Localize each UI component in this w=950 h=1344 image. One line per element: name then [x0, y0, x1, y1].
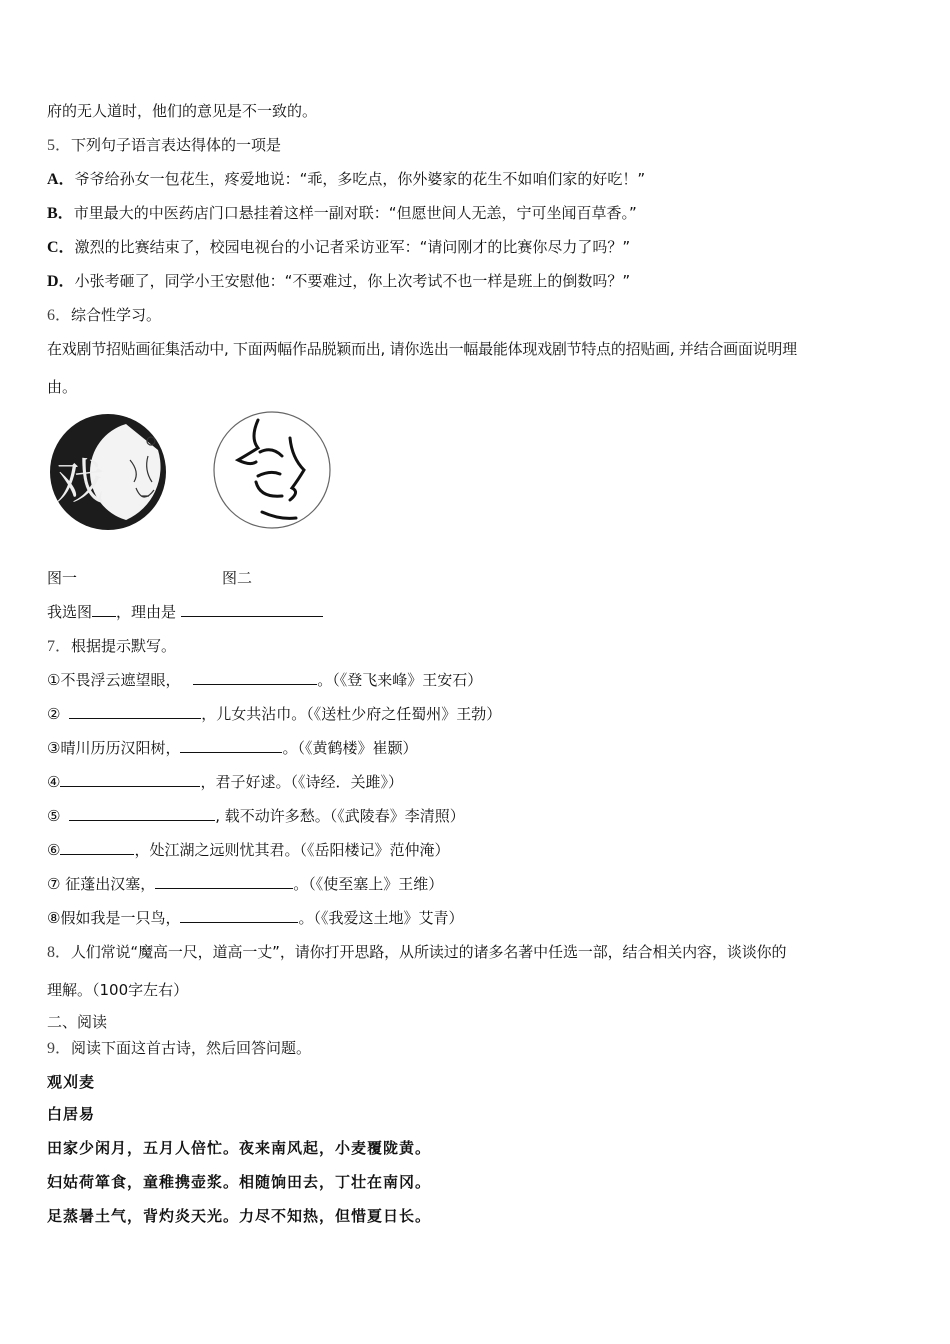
item-after: ，处江湖之远则忧其君。（《岳阳楼记》范仲淹）: [134, 841, 450, 859]
item-mark: ④: [47, 773, 61, 791]
option-text: 爷爷给孙女一包花生，疼爱地说：“乖，多吃点，你外婆家的花生不如咱们家的好吃！”: [74, 170, 646, 188]
option-text: 市里最大的中医药店门口悬挂着这样一副对联：“但愿世间人无恙，宁可坐闻百草香。”: [73, 204, 637, 222]
item-mark: ⑧: [47, 909, 61, 927]
question-8: [47, 942, 786, 963]
option-d: [47, 271, 630, 292]
item-before: 征蓬出汉塞，: [65, 875, 156, 893]
poem-line: 田家少闲月，五月人倍忙。夜来南风起，小麦覆陇黄。: [47, 1139, 432, 1157]
recite-blank[interactable]: [180, 908, 298, 923]
item-after: 。（《登飞来峰》王安石）: [317, 671, 483, 689]
figure-choice-blank[interactable]: [92, 602, 116, 617]
item-before: 不畏浮云遮望眼，: [60, 671, 181, 689]
option-label: C．: [47, 239, 75, 256]
question-6-text-2: 由。: [47, 378, 78, 396]
recite-blank[interactable]: [155, 874, 293, 889]
option-text: 小张考砸了，同学小王安慰他：“不要难过，你上次考试不也一样是班上的倒数吗？”: [74, 272, 631, 290]
item-before: 晴川历历汉阳树，: [60, 739, 181, 757]
recite-item-7: [47, 874, 443, 894]
recite-item-8: [47, 908, 463, 928]
poem-title: 观刈麦: [47, 1073, 96, 1091]
item-mark: ⑥: [47, 841, 61, 859]
poem-line: 妇姑荷箪食，童稚携壶浆。相随饷田去，丁壮在南冈。: [47, 1173, 432, 1191]
question-stem: 下列句子语言表达得体的一项是: [71, 136, 282, 154]
poem-line: 足蒸暑土气，背灼炎天光。力尽不知热，但惜夏日长。: [47, 1207, 432, 1225]
question-8-line-1: 人们常说“魔高一尺，道高一丈”，请你打开思路，从所读过的诸多名著中任选一部，结合相关内容，谈谈你的: [70, 943, 787, 961]
answer-mid: ，理由是: [116, 603, 177, 621]
figure-1-glyph: 戏: [56, 454, 105, 510]
question-5: [47, 135, 281, 156]
question-6: [47, 305, 161, 326]
recite-item-4: [47, 772, 403, 792]
item-mark: ②: [47, 705, 61, 723]
question-number: 7．: [47, 638, 72, 655]
item-mark: ①: [47, 671, 61, 689]
question-stem: 根据提示默写。: [71, 637, 177, 655]
recite-blank[interactable]: [193, 670, 317, 685]
figure-2-poster: [210, 408, 336, 534]
question-number: 5．: [47, 137, 72, 154]
question-stem: 阅读下面这首古诗，然后回答问题。: [71, 1039, 312, 1057]
question-number: 6．: [47, 307, 72, 324]
question-number: 8．: [47, 944, 71, 961]
recite-item-2: [47, 704, 501, 724]
item-after: 。（《使至塞上》王维）: [293, 875, 444, 893]
recite-blank[interactable]: [180, 738, 282, 753]
recite-blank[interactable]: [69, 806, 215, 821]
item-after: ，君子好逑。（《诗经．关雎》）: [200, 773, 403, 791]
answer-line-6: [47, 602, 323, 622]
question-8-line-2: 理解。（100字左右）: [47, 981, 189, 999]
option-label: B．: [47, 205, 74, 222]
poem-author: 白居易: [47, 1105, 96, 1123]
figure-2-label: 图二: [222, 569, 253, 587]
item-mark: ③: [47, 739, 61, 757]
option-c: [47, 237, 630, 258]
answer-prefix: 我选图: [47, 603, 93, 621]
recite-blank[interactable]: [60, 840, 134, 855]
question-7: [47, 636, 176, 657]
figure-1-label: 图一: [47, 569, 78, 587]
recite-item-3: [47, 738, 417, 758]
item-mark: ⑤: [47, 807, 61, 825]
option-a: [47, 169, 645, 190]
item-mark: ⑦: [47, 875, 61, 893]
item-after: , 载不动许多愁。（《武陵春》李清照）: [215, 807, 465, 825]
question-number: 9．: [47, 1040, 72, 1057]
question-6-text-1: 在戏剧节招贴画征集活动中, 下面两幅作品脱颖而出, 请你选出一幅最能体现戏剧节特点的招贴画, 并结合画面说明理: [47, 340, 797, 358]
item-after: 。（《我爱这土地》艾青）: [298, 909, 464, 927]
option-label: D．: [47, 273, 75, 290]
section-heading: 二、阅读: [47, 1013, 108, 1031]
recite-item-6: [47, 840, 449, 860]
recite-blank[interactable]: [69, 704, 201, 719]
figure-1-poster: [48, 410, 172, 534]
intro-tail: 府的无人道时，他们的意见是不一致的。: [47, 102, 318, 120]
item-after: 。（《黄鹤楼》崔颢）: [282, 739, 418, 757]
reason-blank[interactable]: [181, 602, 323, 617]
recite-blank[interactable]: [60, 772, 200, 787]
recite-item-1: [47, 670, 482, 690]
option-b: [47, 203, 637, 224]
recite-item-5: [47, 806, 465, 826]
option-text: 激烈的比赛结束了，校园电视台的小记者采访亚军：“请问刚才的比赛你尽力了吗？”: [74, 238, 631, 256]
question-9: [47, 1038, 311, 1059]
question-stem: 综合性学习。: [71, 306, 162, 324]
option-label: A．: [47, 171, 75, 188]
item-before: 假如我是一只鸟，: [60, 909, 181, 927]
item-after: ，儿女共沾巾。（《送杜少府之任蜀州》王勃）: [201, 705, 502, 723]
